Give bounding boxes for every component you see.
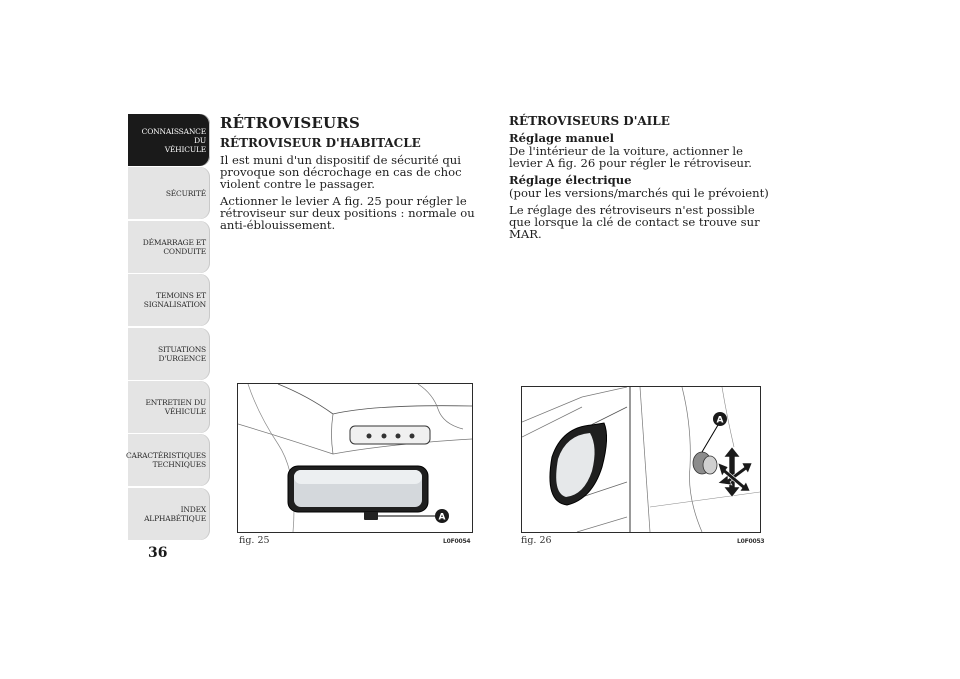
tab-caracteristiques-techniques[interactable] xyxy=(125,434,210,486)
paragraph: Le réglage des rétroviseurs n'est possible que lorsque la clé de contact se trouve sur MAR. xyxy=(509,203,760,241)
tab-entretien-du-vehicule[interactable] xyxy=(128,381,210,433)
interior-mirror-illustration xyxy=(238,384,472,532)
exterior-mirror-illustration xyxy=(522,387,760,532)
tab-index-alphabetique[interactable] xyxy=(128,488,210,540)
figure-26 xyxy=(521,386,761,533)
figure-label: fig. 26 xyxy=(521,535,552,546)
page-number: 36 xyxy=(148,545,168,561)
tab-label: CARACTÉRISTIQUES TECHNIQUES xyxy=(125,451,206,470)
paragraph-note: (pour les versions/marchés qui le prévoient) xyxy=(509,186,769,200)
right-column xyxy=(509,114,771,245)
left-column xyxy=(220,114,482,236)
tab-label: CONNAISSANCE DU VÉHICULE xyxy=(141,126,206,154)
chapter-sidebar xyxy=(125,114,210,541)
heading-manual: Réglage manuel xyxy=(509,131,614,145)
marker-a: A xyxy=(438,512,446,523)
tab-securite[interactable] xyxy=(128,167,210,219)
subsection-title: RÉTROVISEURS D'AILE xyxy=(509,114,670,128)
heading-electric: Réglage électrique xyxy=(509,173,632,187)
tab-situations-d-urgence[interactable] xyxy=(128,328,210,380)
tab-label: INDEX ALPHABÉTIQUE xyxy=(144,504,206,523)
tab-label: DÉMARRAGE ET CONDUITE xyxy=(142,237,206,256)
marker-a: A xyxy=(716,415,724,426)
section-title: RÉTROVISEURS xyxy=(220,114,361,132)
tab-label: TEMOINS ET SIGNALISATION xyxy=(143,291,206,310)
subsection-title: RÉTROVISEUR D'HABITACLE xyxy=(220,136,421,150)
tab-temoins-et-signalisation[interactable] xyxy=(128,274,210,326)
tab-demarrage-et-conduite[interactable] xyxy=(128,221,210,273)
paragraph: Il est muni d'un dispositif de sécurité qui provoque son décrochage en cas de choc violent contre le passager. xyxy=(220,153,462,191)
tab-label: ENTRETIEN DU VÉHICULE xyxy=(145,397,206,416)
adjustment-arrows xyxy=(718,447,752,497)
paragraph: Actionner le levier A fig. 25 pour régler le rétroviseur sur deux positions : normale ou anti-éblouissement. xyxy=(220,194,475,232)
tab-label: SITUATIONS D'URGENCE xyxy=(157,344,206,363)
figure-code: L0F0053 xyxy=(737,538,765,545)
figure-25 xyxy=(237,383,473,533)
tab-connaissance-du-vehicule[interactable] xyxy=(128,114,210,166)
tab-label: SÉCURITÉ xyxy=(165,188,206,198)
paragraph: De l'intérieur de la voiture, actionner le levier A fig. 26 pour régler le rétroviseur. xyxy=(509,144,752,170)
figure-label: fig. 25 xyxy=(239,535,270,546)
figure-code: L0F0054 xyxy=(443,538,471,545)
